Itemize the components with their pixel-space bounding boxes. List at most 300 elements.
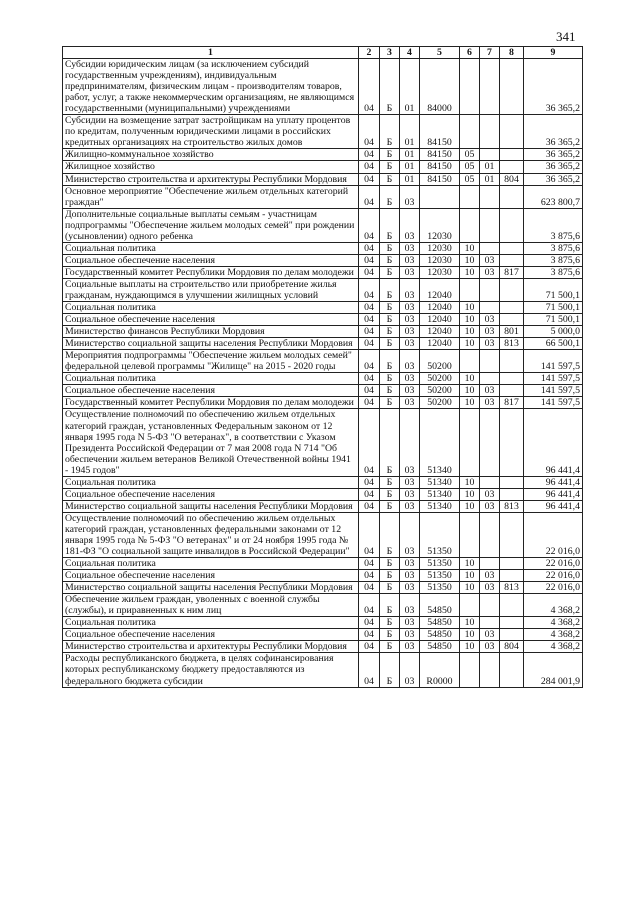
code-direction: 50200 — [420, 385, 460, 397]
row-name: Социальная политика — [63, 373, 359, 385]
amount: 71 500,1 — [524, 314, 583, 326]
row-name: Социальное обеспечение населения — [63, 314, 359, 326]
code-subprogram: Б — [380, 582, 400, 594]
row-name: Жилищное хозяйство — [63, 161, 359, 173]
code-ministry — [500, 570, 524, 582]
code-program: 04 — [359, 594, 380, 617]
row-name: Мероприятия подпрограммы "Обеспечение жильем молодых семей" федеральной целевой программы "Жилище" на 2015 - 2020 годы — [63, 350, 359, 373]
code-activity: 03 — [400, 373, 420, 385]
code-subprogram: Б — [380, 629, 400, 641]
code-direction: 84000 — [420, 59, 460, 115]
code-activity: 03 — [400, 500, 420, 512]
row-name: Социальное обеспечение населения — [63, 254, 359, 266]
row-name: Министерство строительства и архитектуры Республики Мордовия — [63, 173, 359, 185]
row-name: Социальное обеспечение населения — [63, 488, 359, 500]
amount: 4 368,2 — [524, 629, 583, 641]
row-name: Осуществление полномочий по обеспечению жильем отдельных категорий граждан, установленных Федеральным законом от 12 января 1995 года N 5-ФЗ "О ветеранах", в соответствии с Указом Президента Российской Федерации от 7 мая 2008 года N 714 "Об обеспечении жильем ветеранов Великой Отечественной войны 1941 - 1945 годов" — [63, 409, 359, 476]
code-section: 10 — [460, 582, 480, 594]
code-activity: 03 — [400, 350, 420, 373]
row-name: Дополнительные социальные выплаты семьям - участницам подпрограммы "Обеспечение жильем молодых семей" при рождении (усыновлении) одного ребенка — [63, 208, 359, 242]
code-section — [460, 409, 480, 476]
code-program: 04 — [359, 373, 380, 385]
amount: 4 368,2 — [524, 617, 583, 629]
code-activity: 03 — [400, 338, 420, 350]
amount: 4 368,2 — [524, 641, 583, 653]
amount: 36 365,2 — [524, 173, 583, 185]
code-section: 10 — [460, 385, 480, 397]
code-activity: 03 — [400, 653, 420, 687]
table-row — [63, 185, 583, 208]
row-name: Министерство строительства и архитектуры Республики Мордовия — [63, 641, 359, 653]
code-section — [460, 350, 480, 373]
table-row — [63, 582, 583, 594]
code-subsection: 03 — [480, 385, 500, 397]
code-subprogram: Б — [380, 314, 400, 326]
code-activity: 03 — [400, 266, 420, 278]
code-activity: 03 — [400, 278, 420, 301]
code-subprogram: Б — [380, 161, 400, 173]
table-row — [63, 161, 583, 173]
code-direction: 84150 — [420, 115, 460, 149]
code-program: 04 — [359, 558, 380, 570]
page-number: 341 — [556, 29, 576, 44]
code-subprogram: Б — [380, 488, 400, 500]
code-program: 04 — [359, 397, 380, 409]
code-subprogram: Б — [380, 512, 400, 557]
code-subsection: 03 — [480, 338, 500, 350]
code-section — [460, 115, 480, 149]
amount: 4 368,2 — [524, 594, 583, 617]
code-activity: 03 — [400, 617, 420, 629]
code-direction — [420, 185, 460, 208]
code-program: 04 — [359, 385, 380, 397]
code-subsection: 03 — [480, 254, 500, 266]
code-section: 10 — [460, 326, 480, 338]
code-program: 04 — [359, 266, 380, 278]
code-subprogram: Б — [380, 653, 400, 687]
code-section: 10 — [460, 570, 480, 582]
table-row — [63, 266, 583, 278]
code-program: 04 — [359, 582, 380, 594]
code-activity: 01 — [400, 173, 420, 185]
code-section: 10 — [460, 338, 480, 350]
code-ministry — [500, 208, 524, 242]
code-subsection — [480, 594, 500, 617]
code-program: 04 — [359, 185, 380, 208]
code-program: 04 — [359, 149, 380, 161]
table-row — [63, 409, 583, 476]
code-section: 05 — [460, 161, 480, 173]
code-subsection: 03 — [480, 500, 500, 512]
code-subprogram: Б — [380, 385, 400, 397]
code-program: 04 — [359, 242, 380, 254]
code-program: 04 — [359, 173, 380, 185]
code-subsection: 03 — [480, 488, 500, 500]
code-ministry — [500, 488, 524, 500]
code-ministry — [500, 242, 524, 254]
code-subprogram: Б — [380, 641, 400, 653]
code-activity: 03 — [400, 476, 420, 488]
code-subprogram: Б — [380, 617, 400, 629]
table-row — [63, 278, 583, 301]
table-row — [63, 570, 583, 582]
code-direction: 12030 — [420, 266, 460, 278]
code-program: 04 — [359, 641, 380, 653]
row-name: Социальная политика — [63, 617, 359, 629]
code-subprogram: Б — [380, 242, 400, 254]
code-activity: 01 — [400, 161, 420, 173]
code-activity: 03 — [400, 254, 420, 266]
column-header: 5 — [420, 47, 460, 59]
code-activity: 03 — [400, 397, 420, 409]
amount: 36 365,2 — [524, 149, 583, 161]
code-program: 04 — [359, 629, 380, 641]
code-activity: 03 — [400, 582, 420, 594]
code-direction: 51340 — [420, 476, 460, 488]
code-subprogram: Б — [380, 570, 400, 582]
code-section — [460, 653, 480, 687]
code-activity: 03 — [400, 385, 420, 397]
code-subsection: 01 — [480, 173, 500, 185]
amount: 22 016,0 — [524, 512, 583, 557]
table-row — [63, 617, 583, 629]
code-ministry — [500, 385, 524, 397]
code-subsection — [480, 512, 500, 557]
code-ministry — [500, 149, 524, 161]
code-ministry — [500, 115, 524, 149]
row-name: Социальная политика — [63, 476, 359, 488]
code-subsection — [480, 653, 500, 687]
code-subsection: 03 — [480, 570, 500, 582]
code-direction: 51340 — [420, 488, 460, 500]
code-direction: 54850 — [420, 641, 460, 653]
code-section — [460, 594, 480, 617]
code-program: 04 — [359, 314, 380, 326]
amount: 96 441,4 — [524, 409, 583, 476]
code-ministry — [500, 302, 524, 314]
amount: 3 875,6 — [524, 254, 583, 266]
code-direction: 50200 — [420, 373, 460, 385]
code-section: 05 — [460, 149, 480, 161]
code-activity: 03 — [400, 185, 420, 208]
code-ministry — [500, 185, 524, 208]
code-ministry — [500, 278, 524, 301]
table-row — [63, 326, 583, 338]
code-ministry — [500, 59, 524, 115]
table-row — [63, 385, 583, 397]
code-ministry: 817 — [500, 266, 524, 278]
row-name: Социальная политика — [63, 302, 359, 314]
code-direction: 12030 — [420, 208, 460, 242]
code-direction: 51350 — [420, 570, 460, 582]
amount: 71 500,1 — [524, 278, 583, 301]
code-direction: 84150 — [420, 173, 460, 185]
amount: 22 016,0 — [524, 558, 583, 570]
code-direction: 12040 — [420, 314, 460, 326]
code-program: 04 — [359, 59, 380, 115]
code-subprogram: Б — [380, 326, 400, 338]
code-subprogram: Б — [380, 558, 400, 570]
code-subprogram: Б — [380, 278, 400, 301]
code-ministry: 813 — [500, 500, 524, 512]
row-name: Государственный комитет Республики Мордовия по делам молодежи — [63, 397, 359, 409]
table-row — [63, 476, 583, 488]
code-subsection — [480, 278, 500, 301]
code-direction: 50200 — [420, 350, 460, 373]
code-ministry: 813 — [500, 338, 524, 350]
code-section: 10 — [460, 476, 480, 488]
code-section — [460, 208, 480, 242]
code-direction: 51340 — [420, 500, 460, 512]
code-direction: 12040 — [420, 338, 460, 350]
code-ministry — [500, 512, 524, 557]
row-name: Осуществление полномочий по обеспечению жильем отдельных категорий граждан, установленных федеральными законами от 12 января 1995 года № 5-ФЗ "О ветеранах" и от 24 ноября 1995 года № 181-ФЗ "О социальной защите инвалидов в Российской Федерации" — [63, 512, 359, 557]
code-program: 04 — [359, 570, 380, 582]
amount: 284 001,9 — [524, 653, 583, 687]
code-section: 10 — [460, 266, 480, 278]
code-ministry — [500, 161, 524, 173]
amount: 3 875,6 — [524, 208, 583, 242]
code-subsection: 03 — [480, 314, 500, 326]
code-activity: 01 — [400, 59, 420, 115]
amount: 141 597,5 — [524, 385, 583, 397]
code-ministry: 817 — [500, 397, 524, 409]
code-ministry — [500, 476, 524, 488]
code-section: 10 — [460, 488, 480, 500]
code-program: 04 — [359, 115, 380, 149]
code-activity: 03 — [400, 488, 420, 500]
code-subprogram: Б — [380, 149, 400, 161]
table-row — [63, 59, 583, 115]
code-direction: 54850 — [420, 629, 460, 641]
code-direction: 12040 — [420, 278, 460, 301]
code-section: 10 — [460, 242, 480, 254]
row-name: Государственный комитет Республики Мордовия по делам молодежи — [63, 266, 359, 278]
code-direction: 12040 — [420, 326, 460, 338]
row-name: Социальная политика — [63, 558, 359, 570]
header-row — [63, 47, 583, 59]
table-row — [63, 242, 583, 254]
code-section: 10 — [460, 373, 480, 385]
code-subprogram: Б — [380, 338, 400, 350]
table-row — [63, 653, 583, 687]
code-direction: 51350 — [420, 512, 460, 557]
code-program: 04 — [359, 476, 380, 488]
code-subprogram: Б — [380, 476, 400, 488]
table-row — [63, 302, 583, 314]
code-program: 04 — [359, 302, 380, 314]
amount: 3 875,6 — [524, 242, 583, 254]
code-program: 04 — [359, 254, 380, 266]
code-activity: 03 — [400, 314, 420, 326]
code-direction: 84150 — [420, 161, 460, 173]
code-ministry — [500, 350, 524, 373]
code-ministry — [500, 653, 524, 687]
table-row — [63, 512, 583, 557]
code-section — [460, 278, 480, 301]
row-name: Основное мероприятие "Обеспечение жильем отдельных категорий граждан" — [63, 185, 359, 208]
code-activity: 03 — [400, 570, 420, 582]
table-row — [63, 115, 583, 149]
amount: 22 016,0 — [524, 570, 583, 582]
code-section: 10 — [460, 254, 480, 266]
column-header: 7 — [480, 47, 500, 59]
row-name: Министерство социальной защиты населения Республики Мордовия — [63, 500, 359, 512]
code-ministry — [500, 558, 524, 570]
code-direction: 54850 — [420, 594, 460, 617]
code-section: 10 — [460, 314, 480, 326]
column-header: 8 — [500, 47, 524, 59]
code-subsection — [480, 476, 500, 488]
code-activity: 03 — [400, 409, 420, 476]
row-name: Социальное обеспечение населения — [63, 385, 359, 397]
code-program: 04 — [359, 409, 380, 476]
code-direction: 12030 — [420, 254, 460, 266]
code-direction: 51350 — [420, 582, 460, 594]
code-program: 04 — [359, 208, 380, 242]
table-row — [63, 173, 583, 185]
code-activity: 03 — [400, 242, 420, 254]
code-section — [460, 185, 480, 208]
code-subprogram: Б — [380, 173, 400, 185]
code-program: 04 — [359, 512, 380, 557]
amount: 36 365,2 — [524, 115, 583, 149]
table-row — [63, 629, 583, 641]
code-section: 10 — [460, 500, 480, 512]
code-ministry: 804 — [500, 641, 524, 653]
table-body — [63, 59, 583, 688]
code-program: 04 — [359, 617, 380, 629]
code-program: 04 — [359, 653, 380, 687]
code-activity: 03 — [400, 641, 420, 653]
code-subsection — [480, 302, 500, 314]
row-name: Жилищно-коммунальное хозяйство — [63, 149, 359, 161]
row-name: Субсидии юридическим лицам (за исключением субсидий государственным учреждениям), индивидуальным предпринимателям, физическим лицам - производителям товаров, работ, услуг, а также некоммерческим организациям, не являющимся государственными (муниципальными) учреждениями — [63, 59, 359, 115]
table-row — [63, 641, 583, 653]
column-header: 9 — [524, 47, 583, 59]
table-row — [63, 500, 583, 512]
column-header: 4 — [400, 47, 420, 59]
amount: 96 441,4 — [524, 476, 583, 488]
code-subprogram: Б — [380, 185, 400, 208]
row-name: Социальная политика — [63, 242, 359, 254]
table-row — [63, 254, 583, 266]
code-activity: 01 — [400, 115, 420, 149]
code-subsection — [480, 373, 500, 385]
amount: 36 365,2 — [524, 59, 583, 115]
code-program: 04 — [359, 338, 380, 350]
row-name: Обеспечение жильем граждан, уволенных с военной службы (службы), и приравненных к ним лиц — [63, 594, 359, 617]
amount: 71 500,1 — [524, 302, 583, 314]
code-subsection: 01 — [480, 161, 500, 173]
amount: 96 441,4 — [524, 488, 583, 500]
code-ministry — [500, 629, 524, 641]
code-subprogram: Б — [380, 115, 400, 149]
code-subsection: 03 — [480, 641, 500, 653]
code-activity: 03 — [400, 326, 420, 338]
code-ministry — [500, 409, 524, 476]
table-row — [63, 373, 583, 385]
code-ministry — [500, 617, 524, 629]
code-subprogram: Б — [380, 302, 400, 314]
code-subsection — [480, 350, 500, 373]
code-activity: 03 — [400, 594, 420, 617]
code-subsection: 03 — [480, 582, 500, 594]
row-name: Социальное обеспечение населения — [63, 629, 359, 641]
code-subsection: 03 — [480, 266, 500, 278]
code-program: 04 — [359, 488, 380, 500]
code-activity: 03 — [400, 629, 420, 641]
code-section: 10 — [460, 302, 480, 314]
code-subsection — [480, 409, 500, 476]
code-subsection: 03 — [480, 397, 500, 409]
code-ministry: 804 — [500, 173, 524, 185]
amount: 36 365,2 — [524, 161, 583, 173]
code-subprogram: Б — [380, 208, 400, 242]
code-activity: 03 — [400, 512, 420, 557]
code-direction: 50200 — [420, 397, 460, 409]
code-subprogram: Б — [380, 350, 400, 373]
amount: 22 016,0 — [524, 582, 583, 594]
column-header: 2 — [359, 47, 380, 59]
code-program: 04 — [359, 350, 380, 373]
code-direction: 84150 — [420, 149, 460, 161]
code-direction: 51350 — [420, 558, 460, 570]
row-name: Расходы республиканского бюджета, в целях софинансирования которых республиканскому бюджету предоставляются из федерального бюджета субсидии — [63, 653, 359, 687]
code-section: 10 — [460, 629, 480, 641]
code-subsection — [480, 617, 500, 629]
code-ministry: 813 — [500, 582, 524, 594]
code-subprogram: Б — [380, 409, 400, 476]
code-activity: 01 — [400, 149, 420, 161]
code-program: 04 — [359, 500, 380, 512]
table-row — [63, 350, 583, 373]
code-subprogram: Б — [380, 266, 400, 278]
code-program: 04 — [359, 326, 380, 338]
code-ministry: 801 — [500, 326, 524, 338]
code-subsection — [480, 185, 500, 208]
table-row — [63, 594, 583, 617]
code-direction: 12040 — [420, 302, 460, 314]
code-section: 10 — [460, 617, 480, 629]
code-ministry — [500, 314, 524, 326]
amount: 141 597,5 — [524, 397, 583, 409]
code-subprogram: Б — [380, 254, 400, 266]
code-program: 04 — [359, 278, 380, 301]
amount: 141 597,5 — [524, 350, 583, 373]
code-activity: 03 — [400, 302, 420, 314]
code-subsection — [480, 115, 500, 149]
amount: 3 875,6 — [524, 266, 583, 278]
code-program: 04 — [359, 161, 380, 173]
code-direction: 12030 — [420, 242, 460, 254]
code-subsection — [480, 208, 500, 242]
code-section: 10 — [460, 397, 480, 409]
row-name: Министерство финансов Республики Мордовия — [63, 326, 359, 338]
table-row — [63, 397, 583, 409]
code-subprogram: Б — [380, 500, 400, 512]
column-header: 3 — [380, 47, 400, 59]
code-activity: 03 — [400, 558, 420, 570]
table-row — [63, 149, 583, 161]
table-row — [63, 338, 583, 350]
code-subprogram: Б — [380, 373, 400, 385]
code-subsection — [480, 558, 500, 570]
code-subsection — [480, 242, 500, 254]
row-name: Социальные выплаты на строительство или приобретение жилья гражданам, нуждающимся в улучшении жилищных условий — [63, 278, 359, 301]
code-subsection: 03 — [480, 629, 500, 641]
table-row — [63, 314, 583, 326]
